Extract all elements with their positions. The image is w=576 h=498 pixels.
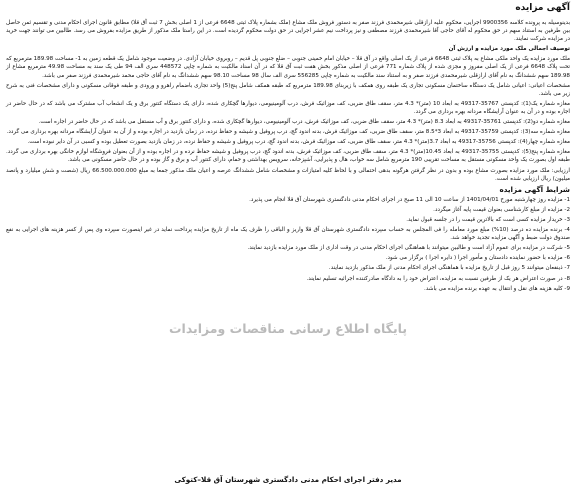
notice-body — [6, 19, 570, 295]
condition-item: 1- مزایده روز چهارشنبه مورخ 1401/04/01 از ساعت 10 الی 11 صبح در اجرای احکام مدنی دادگستری شهرستان آق قلا انجام می پذیرد. — [249, 196, 570, 203]
conditions-section-title: شرایط آگهی مزایده — [499, 184, 570, 194]
property-description: ملک مورد مزایده یک واحد ملکی مشاع به پلاک ثبتی 6648 فرعی از یک اصلی واقع در آق قلا – خیابان امام خمینی جنوبی – ضلع جنوبی پل قدیم – روبروی خیابان آزادی. در وضعیت موجود شامل یک قطعه زمین به 1- مساحت 189.98 مترمربع که تحت پلاک 6648 فرعی از یک اصلی مفروز و مجزی شده از پلاک شماره 771 فرعی از اصلی مذکور بخش هفت ثبت آق قلا که در آن اسناد مالکیت به شماره چاپی 448572 سری الف 94 طی یک سند به مساحت 49.98 مترمربع مشاع از 189.98 سهم ششدانگ به نام آقای ارازقلی شیرمحمدی فرزند صفر و به استناد سند مالکیت به شماره چاپی 556285 سری الف سال 98 مساحت 98.10 سهم ششدانگ به نام آقای حاجی محمد شیرمحمدی فرزند صفر می باشد. — [6, 56, 570, 79]
valuation-paragraph: ارزیابی: ملک مورد مزایده بصورت مشاع بوده و بدون در نظر گرفتن هرگونه بدهی احتمالی و با لحاظ کلیه امتیازات و مشخصات شامل ششدانگ عرصه و اعیان ملک مذکور جمعا به مبلغ 66.500.000.000 ریال (شصت و شش میلیارد و پانصد میلیون) ریال ارزیابی شده است. — [6, 167, 570, 182]
intro-paragraph: بدینوسیله به پرونده کلاسه 9900356 اجرایی، محکوم علیه ارازقلی شیرمحمدی فرزند صفر به دستور فروش ملک مشاع (ملک بشماره پلاک ثبتی 6648 فرعی از 1 اصلی بخش 7 ثبت آق قلا) مطابق قانون اجرای احکام مدنی و تقسیم ثمن حاصل بین طرفین به استناد سهم در حق محکوم له آقای حاجی آقا شیرمحمدی فرزند مصطفی و نیز پرداخت نیم عشر اجرایی در حق دولت محکوم گردیده است. در این راستا ملک مذکور از طریق مزایده بفروش می رسد. طالبین می توانند جهت خرید در مزایده شرکت نمایند. — [6, 20, 571, 43]
notice-title: آگهی مزایده — [515, 3, 570, 13]
shop-item: مغازه شماره سه(3): کدپستی 35759-49317 به ابعاد 3*8.5 متر، سقف طاق ضربی، کف موزائیک فرش، بدنه اندود گچ، درب پروفیل و شیشه و حفاظ نرده، در زمان بازدید در اجاره بوده و از آن به عنوان آرایشگاه مردانه بهره برداری می گردد. — [6, 129, 570, 136]
condition-item: 8- در صورت اعتراض هر یک از طرفین نسبت به مزایده، اعتراض خود را به دادگاه صادرکننده اجرائیه تسلیم نمایند. — [306, 275, 570, 282]
condition-item: 6- مزایده با حضور نماینده دادستان و مأمور اجرا ( دایره اجرا ) برگزار می شود. — [385, 255, 570, 262]
building-specs: مشخصات اعیانی: اعیانی شامل یک دستگاه ساختمان مسکونی تجاری یک طبقه روی همکف با زیربنای 189.98 مترمربع که طبقه همکف شامل پنج(5) واحد تجاری باضمام راهرو و ورودی و طبقه فوقانی مسکونی و دارای مشخصات فنی به شرح زیر می باشد. — [6, 82, 570, 97]
watermark-text: پایگاه اطلاع رسانی مناقصات ومزایدات — [168, 321, 408, 336]
condition-item: 5- شرکت در مزایده برای عموم آزاد است و طالبین میتوانند با هماهنگی اجرای احکام مدنی در وقت اداری از ملک مورد مزایده بازدید نمایند. — [247, 245, 570, 252]
shop-item: مغازه شماره چهار(4): کدپستی 35756-49317 به ابعاد 3.7(متر)* 4.3 متر، سقف طاق ضربی، کف موزائیک فرش، بدنه اندود گچ، درب پروفیل و شیشه و حفاظ نرده، در زمان بازدید بصورت تعطیل بوده و کسبی در آن دایر نبوده است. — [27, 139, 570, 146]
condition-item: 9- کلیه هزینه های نقل و انتقال به عهده برنده مزایده می باشد. — [424, 285, 570, 292]
condition-item: 7- ذینفعان میتوانند 5 روز قبل از تاریخ مزایده با هماهنگی اجرای احکام مدنی از ملک مذکور بازدید نمایند. — [328, 265, 570, 272]
property-section-title: توصیف اجمالی ملک مورد مزایده و ارزش آن — [448, 46, 570, 53]
condition-item: 4- برنده مزایده ده درصد (10%) مبلغ مورد معامله را فی المجلس به حساب سپرده دادگستری شهرستان آق قلا واریز و الباقی را ظرف یک ماه از تاریخ مزایده پرداخت نماید در غیر اینصورت سپرده وی پس از کسر هزینه های اجرایی به نفع صندوق دولت ضبط و آگهی مزایده تجدید خواهد شد. — [6, 227, 570, 242]
shop-item: مغازه شماره یک(1): کدپستی 35767-49317 به ابعاد 10 (متر)* 4.3 متر، سقف طاق ضربی، کف موزائیک فرش، درب آلومینیومی، دیوارها گچکاری شده، دارای یک دستگاه کنتور برق و یک انشعاب آب مشترک می باشد که در حال حاضر در اجاره بوده و در آن به عنوان آرایشگاه مردانه بهره برداری می گردد. — [6, 100, 570, 115]
shop-item: مغازه شماره پنج(5): کدپستی 35755-49317 به ابعاد 10.45(متر)* 4.3 متر، سقف طاق ضربی، کف موزائیک فرش، بدنه اندود گچ، درب پروفیل و شیشه حفاظ نرده و در اجاره بوده و از آن بعنوان فروشگاه لوازم خانگی بهره برداری می گردد. طبقه اول بصورت یک واحد مسکونی مستقل به مساحت تقریبی 190 مترمربع شامل سه خواب، هال و پذیرایی، آشپزخانه، سرویس بهداشتی و حمام، دارای کنتور آب و برق و گاز بوده و در حال حاضر مسکونی می باشد. — [6, 149, 571, 164]
condition-item: 2- مزایده از مبلغ کارشناسی بعنوان قیمت پایه آغاز میگردد. — [433, 206, 570, 213]
condition-item: 3- خریدار مزایده کسی است که بالاترین قیمت را در جلسه قبول نماید. — [406, 216, 570, 223]
signature-footer: مدیر دفتر اجرای احکام مدنی دادگستری شهرستان آق قلا–کتوکی — [174, 475, 402, 484]
shop-item: مغازه شماره دو(2): کدپستی 35761-49317 به ابعاد 8.3 (متر)* 4.3 متر، سقف طاق ضربی، کف موزائیک فرش، درب آلومینیومی، دیوارها گچکاری شده، و دارای کنتور برق و آب مستقل می باشد که در حال حاضر در اجاره است. — [38, 119, 570, 126]
